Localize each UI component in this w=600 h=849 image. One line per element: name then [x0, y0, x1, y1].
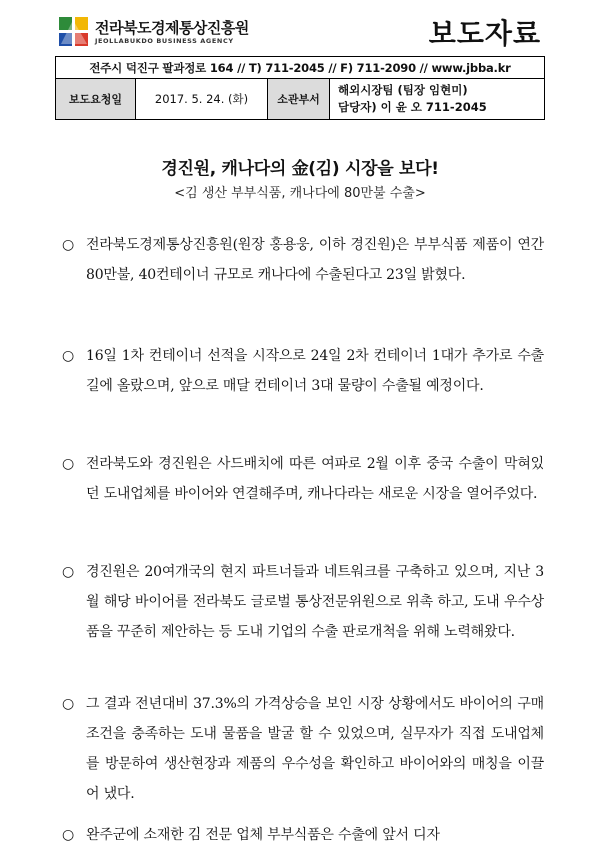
document-header: [55, 12, 545, 54]
paragraph-text: 전라북도경제통상진흥원(원장 홍용웅, 이하 경진원)은 부부식품 제품이 연간 80만불, 40컨테이너 규모로 캐나다에 수출된다고 23일 밝혔다.: [86, 237, 544, 283]
paragraph-text: 그 결과 전년대비 37.3%의 가격상승을 보인 시장 상황에서도 바이어의 구매조건을 충족하는 도내 물품을 발굴 할 수 있었으며, 실무자가 직접 도내업체를 방문하여 생산현장과 제품의 우수성을 확인하고 바이어와의 매칭을 이끌어 냈다.: [86, 696, 544, 802]
info-table: [55, 56, 545, 120]
press-subtitle: <김 생산 부부식품, 캐나다에 80만불 수출>: [174, 186, 426, 201]
dept-info: [330, 79, 545, 120]
paragraph-text: 경진원은 20여개국의 현지 파트너들과 네트워크를 구축하고 있으며, 지난 3월 해당 바이어를 전라북도 글로벌 통상전문위원으로 위촉 하고, 도내 우수상품을 꾸준히 제안하는 등 도내 기업의 수출 판로개척을 위해 노력해왔다.: [86, 564, 544, 640]
agency-logo: [57, 14, 297, 50]
bullet-mark: ○: [62, 456, 75, 472]
paragraph-text: 16일 1차 컨테이너 선적을 시작으로 24일 2차 컨테이너 1대가 추가로 수출길에 올랐으며, 앞으로 매달 컨테이너 3대 물량이 수출될 예정이다.: [86, 348, 544, 394]
request-date-label: 보도요청일: [56, 79, 136, 120]
bullet-mark: ○: [62, 827, 75, 843]
bullet-mark: ○: [62, 564, 75, 580]
paragraph-text: 완주군에 소재한 김 전문 업체 부부식품은 수출에 앞서 디자: [86, 827, 440, 843]
paragraph-1: [62, 230, 544, 290]
paragraph-6: [62, 820, 544, 849]
bullet-mark: ○: [62, 237, 75, 253]
agency-logo-icon: [57, 16, 91, 48]
paragraph-5: [62, 689, 544, 809]
address-line: 전주시 덕진구 팔과정로 164 // T) 711-2045 // F) 711-2090 // www.jbba.kr: [56, 57, 545, 79]
paragraph-3: [62, 449, 544, 509]
bullet-mark: ○: [62, 696, 75, 712]
dept-team: 해외시장팀 (팀장 임현미): [338, 83, 468, 97]
org-name-kr: 전라북도경제통상진흥원: [95, 19, 249, 37]
press-title: 경진원, 캐나다의 金(김) 시장을 보다!: [161, 159, 439, 179]
paragraph-2: [62, 341, 544, 401]
request-date: 2017. 5. 24. (화): [136, 79, 268, 120]
doc-type-title: 보도자료: [428, 17, 541, 50]
dept-label: 소관부서: [268, 79, 330, 120]
dept-contact: 담당자) 이 윤 오 711-2045: [338, 100, 487, 114]
paragraph-4: [62, 557, 544, 647]
bullet-mark: ○: [62, 348, 75, 364]
org-name-en: JEOLLABUKDO BUSINESS AGENCY: [95, 37, 234, 45]
paragraph-text: 전라북도와 경진원은 사드배치에 따른 여파로 2월 이후 중국 수출이 막혀있던 도내업체를 바이어와 연결해주며, 캐나다라는 새로운 시장을 열어주었다.: [86, 456, 544, 502]
